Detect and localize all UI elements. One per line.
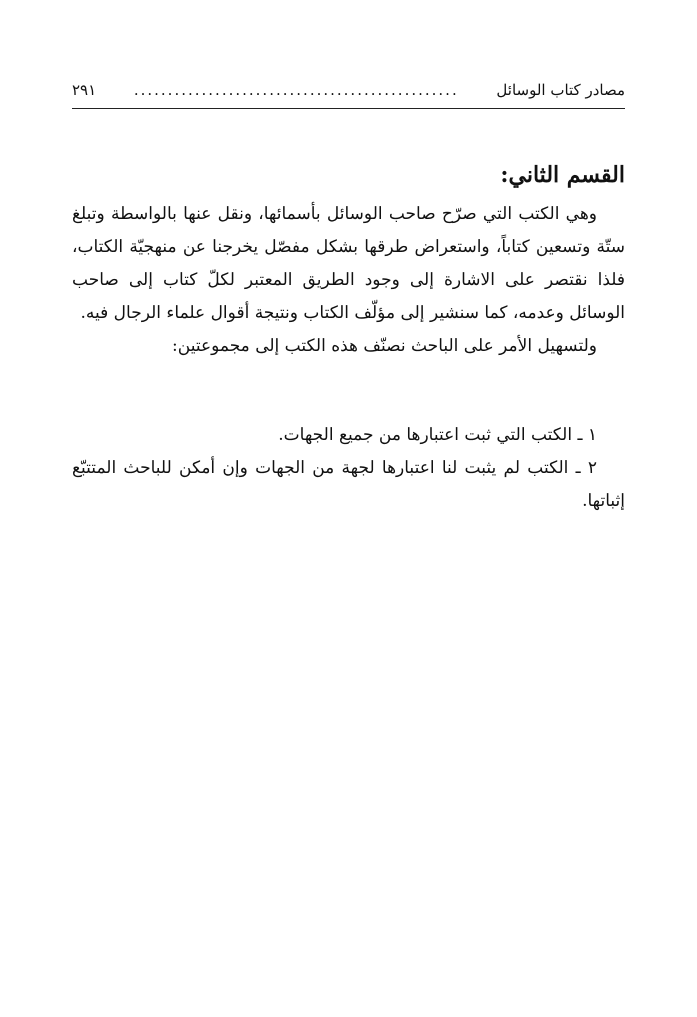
body-paragraph-intro-groups: ولتسهيل الأمر على الباحث نصنّف هذه الكتب إلى مجموعتين: [172, 336, 597, 356]
running-header [72, 78, 625, 102]
body-paragraph: وهي الكتب التي صرّح صاحب الوسائل بأسمائها، ونقل عنها بالواسطة وتبلغ ستّة وتسعين كتاباً، واستعراض طرقها بشكل مفصّل يخرجنا عن منهجيّة الكتاب، فلذا نقتصر على الاشارة إلى وجود الطريق المعتبر لكلّ كتاب إلى صاحب الوسائل وعدمه، كما سنشير إلى مؤلّف الكتاب ونتيجة أقوال علماء الرجال فيه. [72, 204, 625, 323]
page-content [72, 152, 625, 518]
list-item-group-2: ٢ ـ الكتب لم يثبت لنا اعتبارها لجهة من الجهات وإن أمكن للباحث المتتبّع إثباتها. [72, 458, 625, 511]
blank-space [72, 363, 625, 419]
header-title: مصادر كتاب الوسائل [496, 81, 625, 99]
section-heading: القسم الثاني: [500, 162, 625, 188]
list-item-group-1: ١ ـ الكتب التي ثبت اعتبارها من جميع الجهات. [278, 425, 597, 445]
page-number: ٢٩١ [72, 81, 97, 99]
header-leader-dots: ................................................ [133, 81, 459, 99]
header-rule [72, 108, 625, 109]
